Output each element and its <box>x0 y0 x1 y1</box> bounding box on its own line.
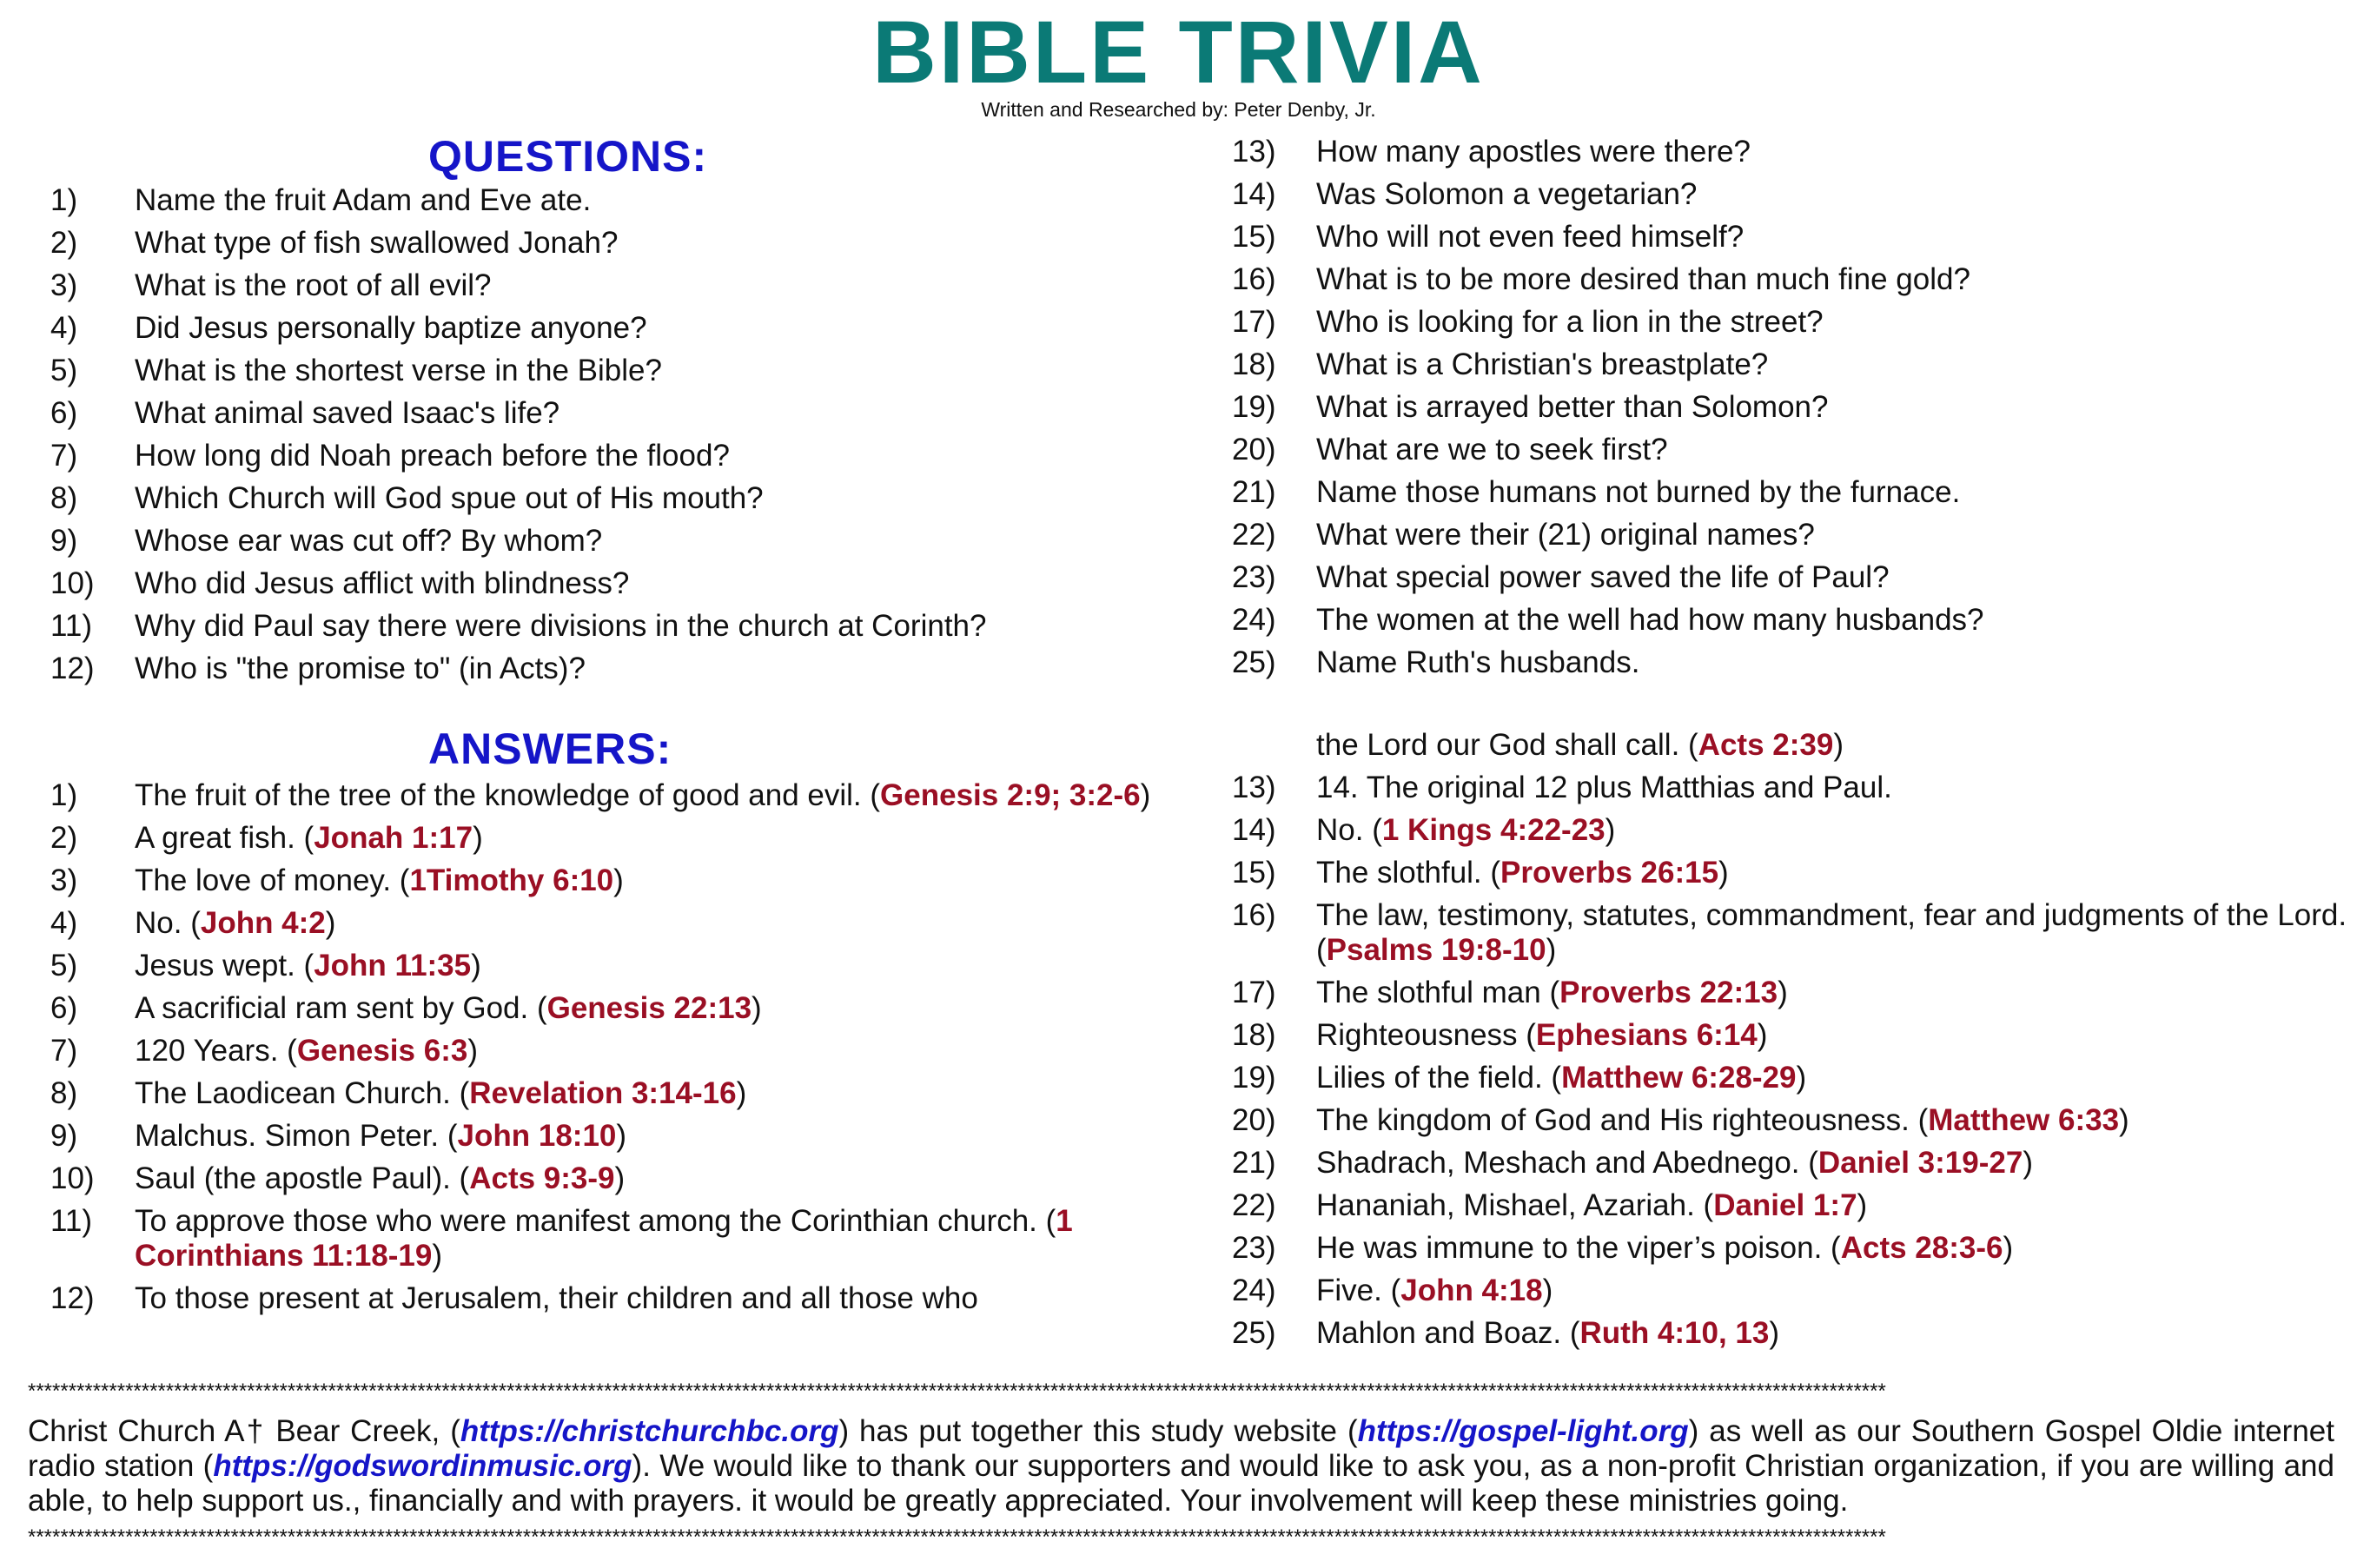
closing-paren: ) <box>736 1076 747 1110</box>
item-number: 1) <box>50 778 78 812</box>
item-text: What type of fish swallowed Jonah? <box>135 226 619 260</box>
item-text: Who will not even feed himself? <box>1316 220 1745 254</box>
item-number: 17) <box>1232 305 1276 339</box>
christchurchbc-link[interactable]: https://christchurchbc.org <box>460 1414 839 1448</box>
item-number: 3) <box>50 863 78 897</box>
item-number: 14) <box>1232 177 1276 211</box>
item-text: What is a Christian's breastplate? <box>1316 347 1769 381</box>
item-number: 10) <box>50 566 95 600</box>
item-number: 13) <box>1232 135 1276 169</box>
answers-list-left <box>50 778 1206 1324</box>
scripture-reference: Proverbs 26:15 <box>1500 856 1719 890</box>
item-number: 24) <box>1232 1274 1276 1307</box>
item-text: What is the shortest verse in the Bible? <box>135 354 662 387</box>
answer-item <box>50 906 1206 941</box>
separator-top: ************************************************************************************************************************************************************************************************************************************* <box>28 1381 1886 1402</box>
closing-paren: ) <box>1140 778 1151 812</box>
item-text: What is to be more desired than much fine gold? <box>1316 262 1970 296</box>
separator-bottom: ************************************************************************************************************************************************************************************************************************************* <box>28 1527 1886 1548</box>
scripture-reference: Proverbs 22:13 <box>1559 976 1778 1009</box>
question-item <box>1232 262 2357 297</box>
item-text: A sacrificial ram sent by God. ( <box>135 991 547 1025</box>
scripture-reference: Matthew 6:33 <box>1928 1103 2120 1137</box>
item-number: 15) <box>1232 856 1276 890</box>
scripture-reference: Jonah 1:17 <box>314 821 473 855</box>
footer-text-1: Christ Church A† Bear Creek, ( <box>28 1414 460 1448</box>
item-number: 13) <box>1232 771 1276 804</box>
scripture-reference: Acts 28:3-6 <box>1840 1231 2003 1265</box>
closing-paren: ) <box>1546 933 1557 967</box>
item-number: 5) <box>50 354 78 387</box>
footer-text-4: ). We would like to thank our supporters and would like to ask you, as a non-profit Christian organization, if you are willing and able, to help support us., financially and with prayers. it would be greatly appreciated. Your involvement will keep these ministries going. <box>28 1449 2334 1518</box>
answer-item <box>1232 1231 2357 1266</box>
scripture-reference: Psalms 19:8-10 <box>1326 933 1546 967</box>
question-item <box>50 183 1206 218</box>
item-text: Which Church will God spue out of His mouth? <box>135 481 764 515</box>
closing-paren: ) <box>473 821 483 855</box>
item-number: 10) <box>50 1161 95 1195</box>
item-text: Shadrach, Meshach and Abednego. ( <box>1316 1146 1818 1180</box>
item-number: 23) <box>1232 560 1276 594</box>
scripture-reference: 1Timothy 6:10 <box>409 863 614 897</box>
item-number: 3) <box>50 268 78 302</box>
answer-item <box>1232 1274 2357 1308</box>
item-number: 15) <box>1232 220 1276 254</box>
question-item <box>1232 177 2357 212</box>
item-text: Did Jesus personally baptize anyone? <box>135 311 647 345</box>
item-text: The love of money. ( <box>135 863 410 897</box>
item-text: Who did Jesus afflict with blindness? <box>135 566 630 600</box>
question-item <box>1232 135 2357 169</box>
answer-item <box>50 821 1206 856</box>
godswordinmusic-link[interactable]: https://godswordinmusic.org <box>213 1449 632 1483</box>
closing-paren: ) <box>614 1161 626 1195</box>
closing-paren: ) <box>432 1239 442 1273</box>
item-text: He was immune to the viper’s poison. ( <box>1316 1231 1841 1265</box>
answer-item <box>50 949 1206 983</box>
item-text: Why did Paul say there were divisions in the church at Corinth? <box>135 609 987 643</box>
answer-item <box>1232 1188 2357 1223</box>
scripture-reference: Genesis 6:3 <box>296 1034 468 1068</box>
closing-paren: ) <box>467 1034 478 1068</box>
questions-heading: QUESTIONS: <box>428 132 708 181</box>
item-text: What animal saved Isaac's life? <box>135 396 560 430</box>
item-number: 22) <box>1232 518 1276 552</box>
item-text: 120 Years. ( <box>135 1034 297 1068</box>
scripture-reference: Matthew 6:28-29 <box>1561 1061 1797 1095</box>
closing-paren: ) <box>1718 856 1729 890</box>
scripture-reference: Genesis 22:13 <box>546 991 752 1025</box>
item-number: 8) <box>50 481 78 515</box>
item-text: Hananiah, Mishael, Azariah. ( <box>1316 1188 1714 1222</box>
answer-item <box>1232 728 2357 763</box>
item-number: 19) <box>1232 390 1276 424</box>
scripture-reference: Daniel 3:19-27 <box>1817 1146 2023 1180</box>
item-text: Who is "the promise to" (in Acts)? <box>135 652 586 685</box>
scripture-reference: Ephesians 6:14 <box>1535 1018 1758 1052</box>
item-text: The fruit of the tree of the knowledge of good and evil. ( <box>135 778 881 812</box>
closing-paren: ) <box>1778 976 1788 1009</box>
item-text: Name Ruth's husbands. <box>1316 645 1640 679</box>
item-text: 14. The original 12 plus Matthias and Paul. <box>1316 771 1892 804</box>
question-item <box>1232 560 2357 595</box>
item-text: The slothful. ( <box>1316 856 1501 890</box>
answer-item <box>50 1034 1206 1068</box>
item-number: 12) <box>50 1281 95 1315</box>
item-number: 2) <box>50 226 78 260</box>
footer-text-3: ) as well as our Southern Gospel Oldie internet radio station ( <box>28 1414 2334 1483</box>
answer-item <box>1232 1146 2357 1181</box>
answer-item <box>1232 976 2357 1010</box>
item-text: Whose ear was cut off? By whom? <box>135 524 603 558</box>
item-number: 18) <box>1232 1018 1276 1052</box>
item-number: 16) <box>1232 898 1276 932</box>
question-item <box>50 268 1206 303</box>
closing-paren: ) <box>1542 1274 1553 1307</box>
scripture-reference: John 4:18 <box>1400 1274 1543 1307</box>
item-text: Lilies of the field. ( <box>1316 1061 1562 1095</box>
item-text: No. ( <box>1316 813 1382 847</box>
answer-item <box>1232 813 2357 848</box>
closing-paren: ) <box>325 906 336 940</box>
closing-paren: ) <box>471 949 481 982</box>
question-item <box>50 354 1206 388</box>
item-text: To those present at Jerusalem, their children and all those who <box>135 1281 978 1315</box>
item-number: 11) <box>50 1204 92 1238</box>
question-item <box>50 566 1206 601</box>
question-item <box>1232 305 2357 340</box>
item-number: 7) <box>50 439 78 473</box>
item-text: Was Solomon a vegetarian? <box>1316 177 1698 211</box>
closing-paren: ) <box>616 1119 627 1153</box>
scripture-reference: 1 Kings 4:22-23 <box>1381 813 1606 847</box>
answers-list-right <box>1232 728 2357 1359</box>
item-number: 1) <box>50 183 78 217</box>
scripture-reference: John 4:2 <box>200 906 326 940</box>
answer-item <box>50 1161 1206 1196</box>
item-number: 8) <box>50 1076 78 1110</box>
gospel-light-link[interactable]: https://gospel-light.org <box>1357 1414 1689 1448</box>
scripture-reference: Genesis 2:9; 3:2-6 <box>880 778 1141 812</box>
answer-item <box>50 1076 1206 1111</box>
author-byline: Written and Researched by: Peter Denby, Jr. <box>981 98 1376 121</box>
item-text: Mahlon and Boaz. ( <box>1316 1316 1580 1350</box>
question-item <box>50 226 1206 261</box>
scripture-reference: John 18:10 <box>457 1119 617 1153</box>
item-text: Saul (the apostle Paul). ( <box>135 1161 470 1195</box>
item-text: What special power saved the life of Paul? <box>1316 560 1890 594</box>
item-number: 23) <box>1232 1231 1276 1265</box>
footer-text-2: ) has put together this study website ( <box>838 1414 1358 1448</box>
item-number: 21) <box>1232 1146 1276 1180</box>
answer-item <box>1232 898 2357 968</box>
item-text: Five. ( <box>1316 1274 1401 1307</box>
answer-item <box>50 1204 1206 1274</box>
answer-item <box>1232 1103 2357 1138</box>
item-number: 9) <box>50 524 78 558</box>
item-text: The women at the well had how many husbands? <box>1316 603 1984 637</box>
answer-item <box>1232 1061 2357 1095</box>
item-text: The law, testimony, statutes, commandment, fear and judgments of the Lord. ( <box>1316 898 2347 967</box>
item-text: The Laodicean Church. ( <box>135 1076 470 1110</box>
item-number: 7) <box>50 1034 78 1068</box>
question-item <box>1232 475 2357 510</box>
item-text: the Lord our God shall call. ( <box>1316 728 1698 762</box>
item-number: 20) <box>1232 433 1276 466</box>
item-text: Jesus wept. ( <box>135 949 314 982</box>
closing-paren: ) <box>1605 813 1616 847</box>
closing-paren: ) <box>2119 1103 2129 1137</box>
answer-item <box>50 778 1206 813</box>
scripture-reference: Daniel 1:7 <box>1713 1188 1857 1222</box>
page-title: BIBLE TRIVIA <box>872 3 1485 102</box>
questions-list-right <box>1232 135 2357 688</box>
answer-item <box>1232 856 2357 890</box>
item-number: 12) <box>50 652 95 685</box>
item-text: Righteousness ( <box>1316 1018 1536 1052</box>
item-text: How long did Noah preach before the flood? <box>135 439 730 473</box>
question-item <box>50 396 1206 431</box>
question-item <box>1232 645 2357 680</box>
item-text: To approve those who were manifest among the Corinthian church. ( <box>135 1204 1056 1238</box>
question-item <box>1232 220 2357 255</box>
answer-item <box>50 1119 1206 1154</box>
scripture-reference: Acts 9:3-9 <box>469 1161 615 1195</box>
question-item <box>50 481 1206 516</box>
answer-item <box>1232 1316 2357 1351</box>
item-text: What is arrayed better than Solomon? <box>1316 390 1829 424</box>
item-text: The kingdom of God and His righteousness. ( <box>1316 1103 1929 1137</box>
closing-paren: ) <box>613 863 624 897</box>
item-text: A great fish. ( <box>135 821 314 855</box>
answers-heading: ANSWERS: <box>428 724 672 773</box>
closing-paren: ) <box>1796 1061 1807 1095</box>
question-item <box>1232 433 2357 467</box>
item-number: 18) <box>1232 347 1276 381</box>
closing-paren: ) <box>1757 1018 1768 1052</box>
item-number: 6) <box>50 396 78 430</box>
closing-paren: ) <box>1857 1188 1868 1222</box>
item-number: 20) <box>1232 1103 1276 1137</box>
question-item <box>50 609 1206 644</box>
item-number: 4) <box>50 311 78 345</box>
item-number: 19) <box>1232 1061 1276 1095</box>
question-item <box>50 311 1206 346</box>
item-text: What is the root of all evil? <box>135 268 492 302</box>
questions-list-left <box>50 183 1206 694</box>
question-item <box>1232 603 2357 638</box>
item-number: 25) <box>1232 1316 1276 1350</box>
answer-item <box>1232 771 2357 805</box>
closing-paren: ) <box>2003 1231 2014 1265</box>
scripture-reference: Ruth 4:10, 13 <box>1579 1316 1770 1350</box>
closing-paren: ) <box>1769 1316 1780 1350</box>
closing-paren: ) <box>751 991 762 1025</box>
item-text: Name those humans not burned by the furnace. <box>1316 475 1961 509</box>
item-text: Malchus. Simon Peter. ( <box>135 1119 458 1153</box>
item-number: 2) <box>50 821 78 855</box>
item-number: 6) <box>50 991 78 1025</box>
item-number: 17) <box>1232 976 1276 1009</box>
item-number: 22) <box>1232 1188 1276 1222</box>
scripture-reference: Acts 2:39 <box>1698 728 1834 762</box>
scripture-reference: John 11:35 <box>314 949 472 982</box>
item-number: 11) <box>50 609 92 643</box>
closing-paren: ) <box>1833 728 1844 762</box>
question-item <box>50 652 1206 686</box>
item-text: Who is looking for a lion in the street? <box>1316 305 1824 339</box>
scripture-reference: 1 Corinthians 11:18-19 <box>135 1204 1073 1273</box>
item-number: 9) <box>50 1119 78 1153</box>
item-number: 25) <box>1232 645 1276 679</box>
item-number: 21) <box>1232 475 1276 509</box>
answer-item <box>1232 1018 2357 1053</box>
closing-paren: ) <box>2023 1146 2033 1180</box>
item-number: 24) <box>1232 603 1276 637</box>
item-text: The slothful man ( <box>1316 976 1560 1009</box>
item-text: How many apostles were there? <box>1316 135 1751 169</box>
item-text: What were their (21) original names? <box>1316 518 1815 552</box>
question-item <box>1232 390 2357 425</box>
question-item <box>1232 518 2357 552</box>
item-text: Name the fruit Adam and Eve ate. <box>135 183 592 217</box>
question-item <box>50 524 1206 559</box>
answer-item <box>50 1281 1206 1316</box>
footer-message <box>28 1414 2334 1518</box>
item-number: 16) <box>1232 262 1276 296</box>
item-number: 14) <box>1232 813 1276 847</box>
answer-item <box>50 991 1206 1026</box>
answer-item <box>50 863 1206 898</box>
item-number: 4) <box>50 906 78 940</box>
item-text: What are we to seek first? <box>1316 433 1668 466</box>
question-item <box>50 439 1206 473</box>
scripture-reference: Revelation 3:14-16 <box>469 1076 737 1110</box>
item-text: No. ( <box>135 906 201 940</box>
item-number: 5) <box>50 949 78 982</box>
question-item <box>1232 347 2357 382</box>
